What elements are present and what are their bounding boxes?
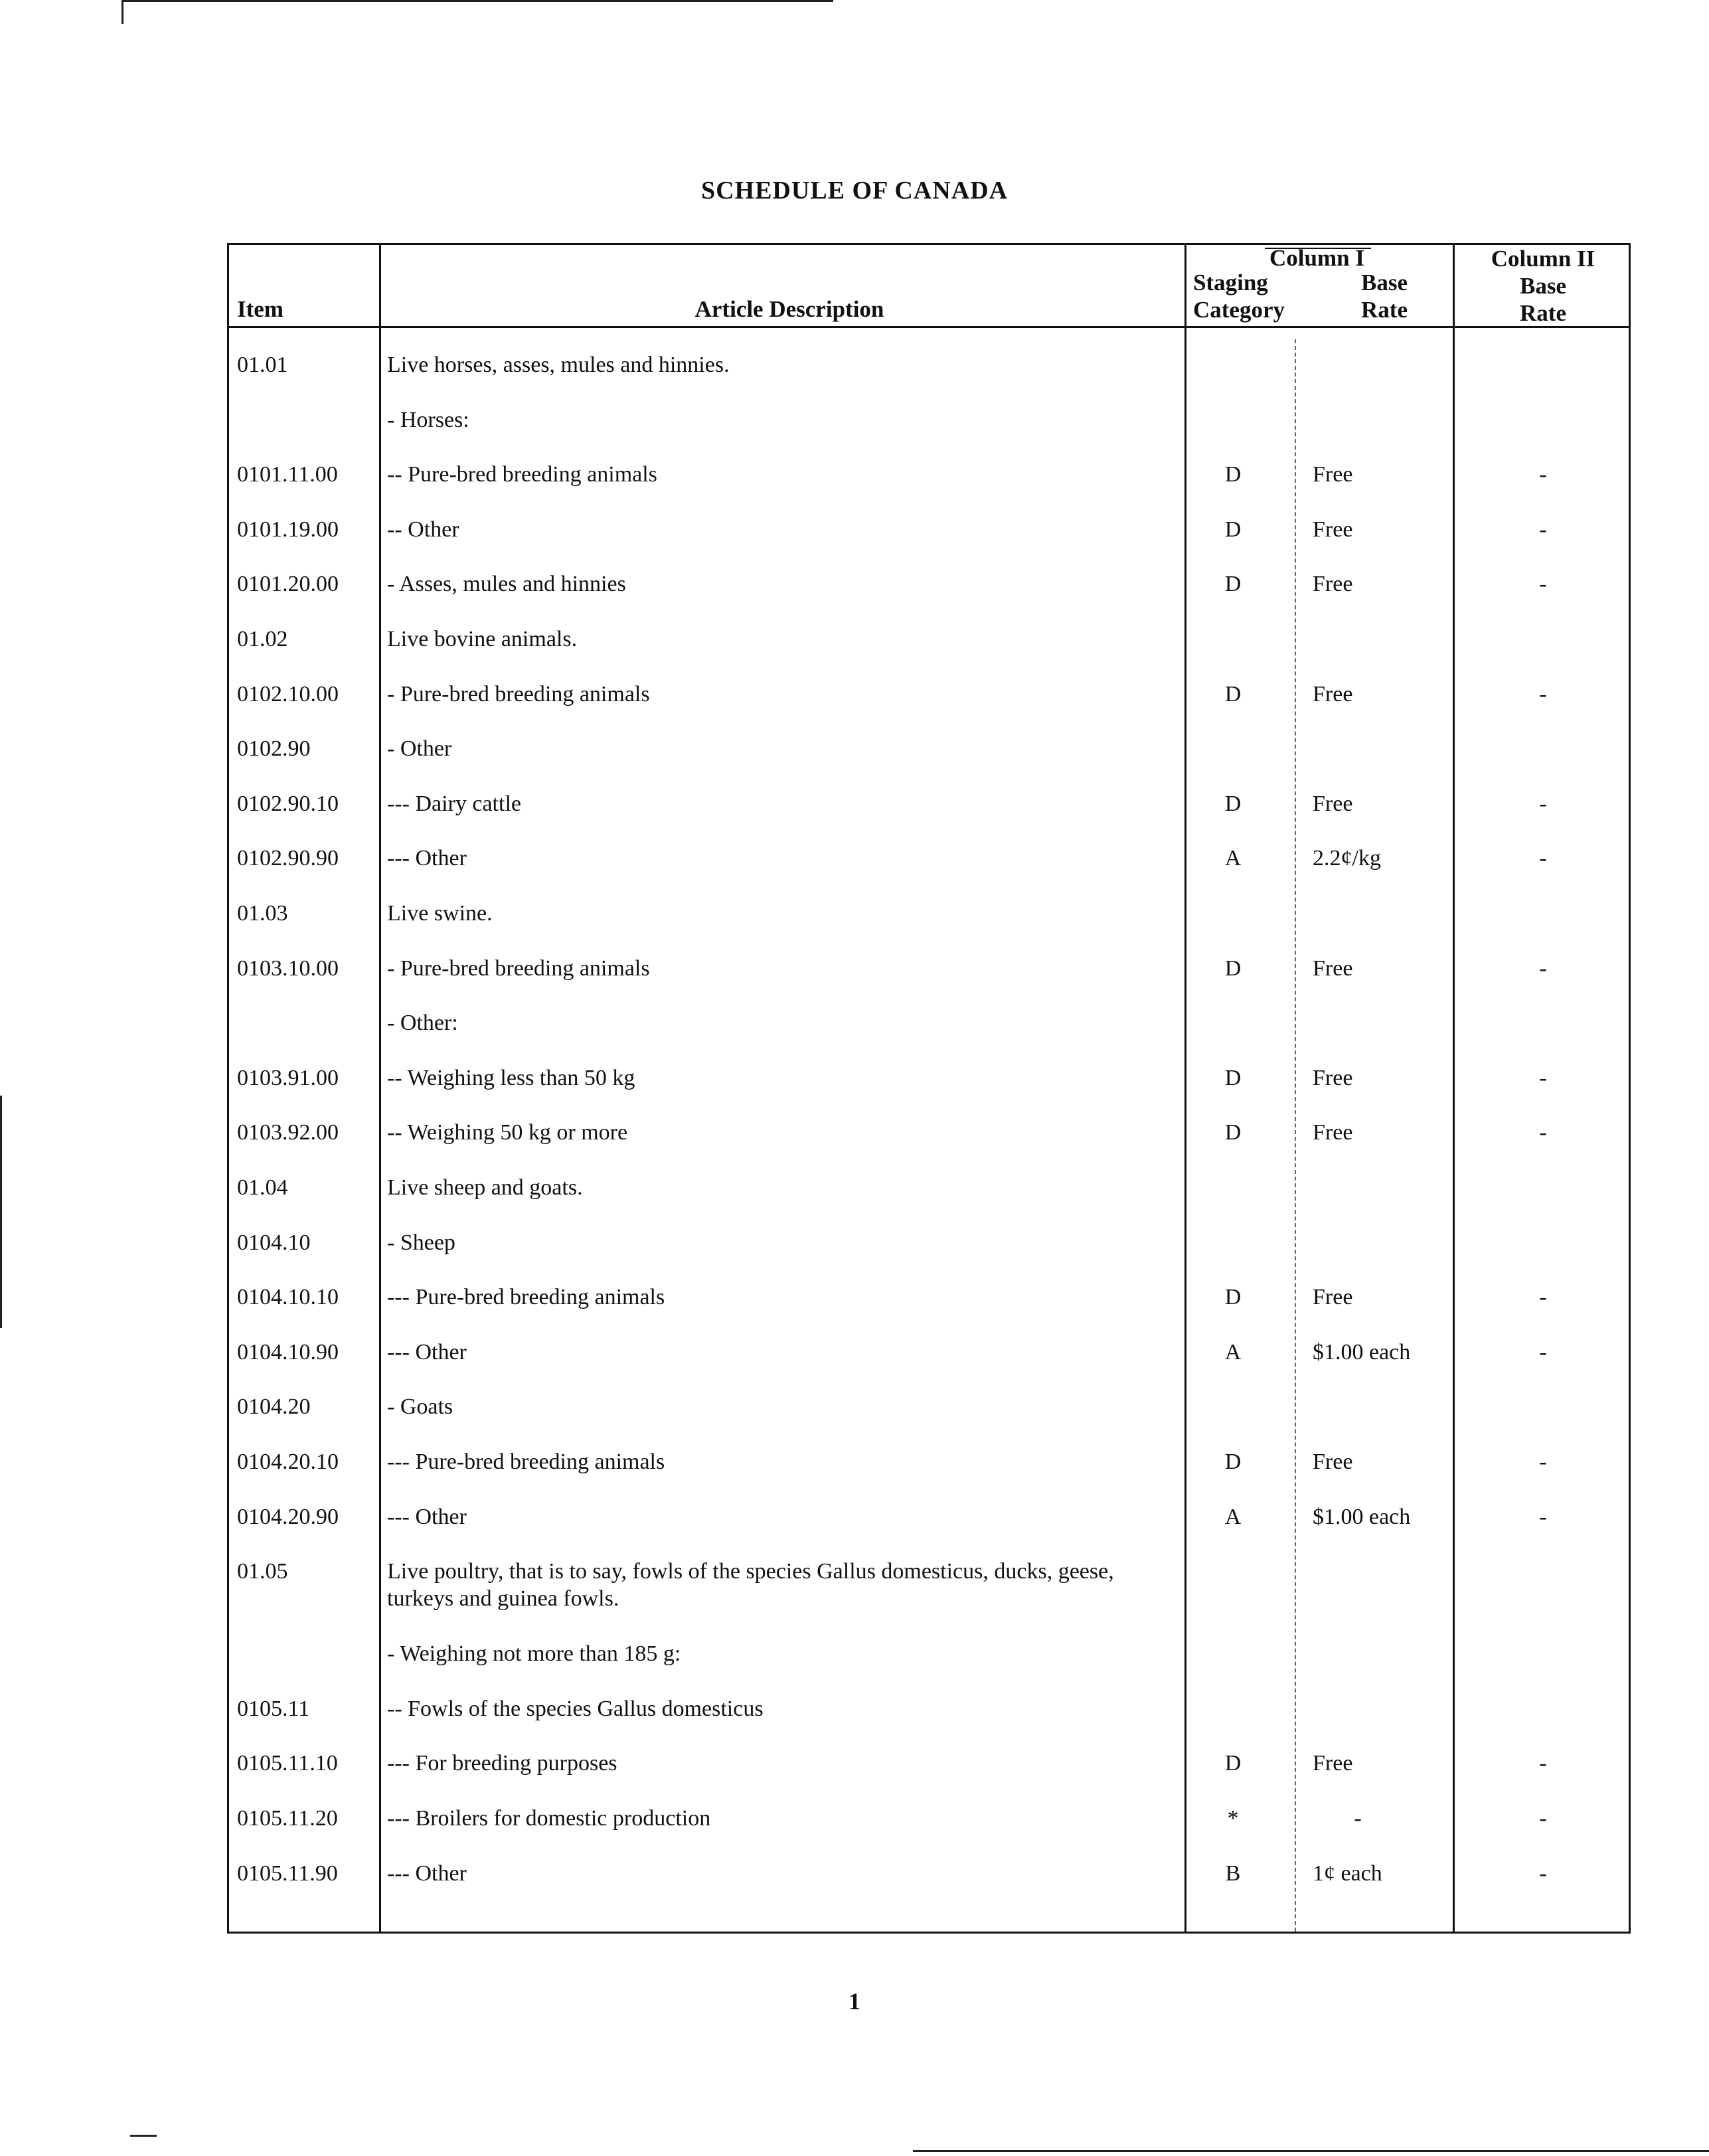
article-description: Live sheep and goats. <box>387 1175 583 1200</box>
header-rule <box>229 326 1629 328</box>
base-rate-col1: Free <box>1313 1065 1353 1090</box>
article-description: - Other <box>387 736 452 762</box>
item-code: 01.03 <box>237 901 288 926</box>
article-description: - Horses: <box>387 407 469 432</box>
item-code: 01.01 <box>237 353 288 377</box>
base-rate-col1: Free <box>1313 1120 1353 1145</box>
staging-category: D <box>1224 1751 1242 1776</box>
base-rate-col1: Free <box>1313 1751 1353 1776</box>
scan-edge-bottom <box>913 2150 1709 2152</box>
article-description: -- Pure-bred breeding animals <box>387 462 657 487</box>
header-item: Item <box>237 296 284 322</box>
staging-category: D <box>1224 1450 1242 1474</box>
col-divider-staging-dashed <box>1295 339 1296 1932</box>
article-description: --- Broilers for domestic production <box>387 1806 711 1831</box>
article-description: -- Other <box>387 517 459 542</box>
scan-edge-left-mid <box>0 1096 2 1328</box>
base-rate-col2: - <box>1539 791 1547 816</box>
base-rate-col2: - <box>1539 1120 1547 1145</box>
item-code: 0103.10.00 <box>237 955 339 981</box>
article-description: --- Other <box>387 1339 467 1365</box>
base-rate-col2: - <box>1539 846 1547 871</box>
article-description: --- Pure-bred breeding animals <box>387 1450 665 1474</box>
page-title: SCHEDULE OF CANADA <box>700 177 1009 205</box>
item-code: 0101.20.00 <box>237 572 339 597</box>
staging-category: D <box>1224 1120 1242 1145</box>
item-code: 0103.91.00 <box>237 1065 339 1090</box>
base-rate-col1: Free <box>1313 462 1353 487</box>
base-rate-col2: - <box>1539 1339 1547 1365</box>
article-description: --- Pure-bred breeding animals <box>387 1285 665 1310</box>
staging-category: D <box>1224 955 1242 981</box>
article-description: Live poultry, that is to say, fowls of the species Gallus domesticus, ducks, geese, turkeys and guinea fowls. <box>387 1559 1114 1612</box>
base-rate-col1: - <box>1354 1806 1362 1831</box>
base-rate-col2: - <box>1539 1065 1547 1090</box>
header-description: Article Description <box>694 296 884 322</box>
staging-category: D <box>1224 1065 1242 1090</box>
article-description: Live swine. <box>387 901 493 926</box>
item-code: 0102.10.00 <box>237 681 339 706</box>
base-rate-col2: - <box>1539 1450 1547 1474</box>
staging-category: B <box>1225 1861 1241 1886</box>
article-description: - Sheep <box>387 1230 455 1255</box>
item-code: 0105.11 <box>237 1696 310 1721</box>
base-rate-col1: Free <box>1313 1450 1353 1474</box>
base-rate-col2: - <box>1539 1806 1547 1831</box>
staging-category: A <box>1224 1504 1242 1529</box>
base-rate-col2: - <box>1539 1861 1547 1886</box>
item-code: 0105.11.90 <box>237 1861 338 1886</box>
staging-category: D <box>1224 791 1242 816</box>
article-description: - Pure-bred breeding animals <box>387 955 650 981</box>
article-description: --- Dairy cattle <box>387 791 521 816</box>
base-rate-col1: Free <box>1313 955 1353 981</box>
article-description: - Pure-bred breeding animals <box>387 681 650 706</box>
base-rate-col1: $1.00 each <box>1313 1339 1411 1365</box>
item-code: 0103.92.00 <box>237 1120 339 1145</box>
base-rate-col2: - <box>1539 955 1547 981</box>
item-code: 0102.90 <box>237 736 311 762</box>
article-description: - Goats <box>387 1394 453 1420</box>
article-description: -- Weighing less than 50 kg <box>387 1065 635 1090</box>
staging-category: D <box>1224 572 1242 597</box>
base-rate-col1: Free <box>1313 517 1353 542</box>
item-code: 0104.20 <box>237 1394 311 1420</box>
item-code: 0104.10.90 <box>237 1339 339 1365</box>
base-rate-col1: Free <box>1313 572 1353 597</box>
item-code: 0104.20.90 <box>237 1504 339 1529</box>
page-number: 1 <box>849 1988 860 2015</box>
col-divider-item <box>379 245 381 1932</box>
article-description: Live horses, asses, mules and hinnies. <box>387 353 730 377</box>
item-code: 0105.11.10 <box>237 1751 338 1776</box>
header-column2 <box>1453 245 1633 327</box>
article-description: - Other: <box>387 1011 458 1036</box>
article-description: - Weighing not more than 185 g: <box>387 1641 681 1667</box>
base-rate-col1: 1¢ each <box>1313 1861 1382 1886</box>
article-description: --- For breeding purposes <box>387 1751 617 1776</box>
base-rate-col2: - <box>1539 517 1547 542</box>
item-code: 0101.19.00 <box>237 517 339 542</box>
scan-edge-top <box>122 0 833 2</box>
staging-category: D <box>1224 1285 1242 1310</box>
base-rate-col2: - <box>1539 681 1547 706</box>
staging-category: D <box>1224 517 1242 542</box>
item-code: 0104.20.10 <box>237 1450 339 1474</box>
base-rate-col1: Free <box>1313 681 1353 706</box>
col-divider-desc <box>1184 245 1186 1932</box>
header-base1-line2: Rate <box>1361 297 1408 323</box>
header-staging-line2: Category <box>1193 297 1285 323</box>
item-code: 0104.10.10 <box>237 1285 339 1310</box>
item-code: 0104.10 <box>237 1230 311 1255</box>
item-code: 0105.11.20 <box>237 1806 338 1831</box>
staging-category: A <box>1224 846 1242 871</box>
base-rate-col1: 2.2¢/kg <box>1313 846 1381 871</box>
header-base2-line1: Base <box>1520 273 1566 299</box>
header-column1: Column I <box>1269 245 1364 271</box>
base-rate-col2: - <box>1539 1285 1547 1310</box>
base-rate-col1: $1.00 each <box>1313 1504 1411 1529</box>
base-rate-col2: - <box>1539 462 1547 487</box>
article-description: --- Other <box>387 846 467 871</box>
staging-category: * <box>1227 1806 1239 1831</box>
article-description: -- Fowls of the species Gallus domesticus <box>387 1696 764 1721</box>
base-rate-col1: Free <box>1313 791 1353 816</box>
item-code: 0102.90.10 <box>237 791 339 816</box>
tariff-table <box>227 243 1631 1934</box>
header-base1-line1: Base <box>1361 270 1408 295</box>
header-base-rate-1 <box>1325 269 1444 323</box>
scan-mark <box>130 2135 157 2137</box>
staging-category: A <box>1224 1339 1242 1365</box>
article-description: - Asses, mules and hinnies <box>387 572 626 597</box>
item-code: 01.04 <box>237 1175 288 1200</box>
base-rate-col2: - <box>1539 1751 1547 1776</box>
header-base2-line2: Rate <box>1520 300 1566 326</box>
item-code: 0102.90.90 <box>237 846 339 871</box>
header-column2-title: Column II <box>1491 246 1595 272</box>
staging-category: D <box>1224 681 1242 706</box>
article-description: --- Other <box>387 1861 467 1886</box>
article-description: -- Weighing 50 kg or more <box>387 1120 628 1145</box>
article-description: Live bovine animals. <box>387 627 578 651</box>
item-code: 0101.11.00 <box>237 462 338 487</box>
item-code: 01.05 <box>237 1559 288 1584</box>
scan-edge-left-top <box>122 0 123 24</box>
base-rate-col2: - <box>1539 572 1547 597</box>
header-staging-category <box>1193 269 1319 323</box>
article-description: --- Other <box>387 1504 467 1529</box>
base-rate-col1: Free <box>1313 1285 1353 1310</box>
base-rate-col2: - <box>1539 1504 1547 1529</box>
item-code: 01.02 <box>237 627 288 651</box>
staging-category: D <box>1224 462 1242 487</box>
header-staging-line1: Staging <box>1193 270 1268 295</box>
